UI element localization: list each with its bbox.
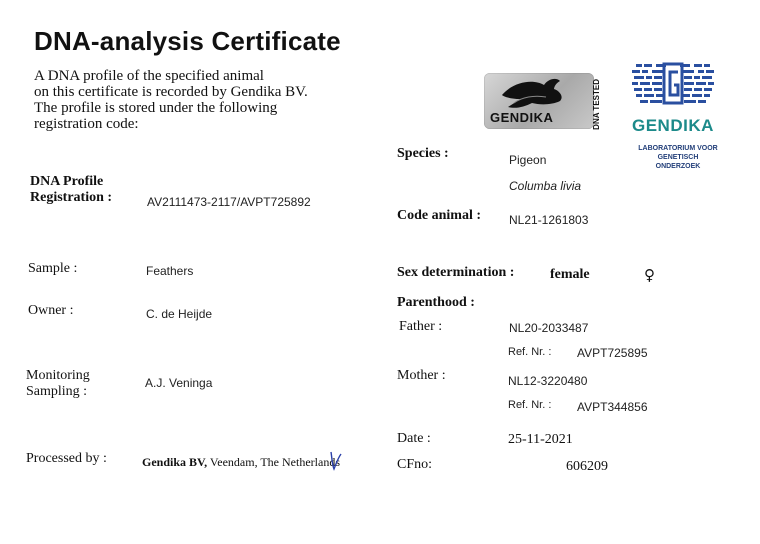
- intro-line-1: A DNA profile of the specified animal: [34, 68, 264, 84]
- sample-label: Sample :: [28, 261, 78, 276]
- mother-value: NL12-3220480: [508, 374, 588, 388]
- species-common-value: Pigeon: [509, 153, 547, 167]
- badge-side-text: DNA TESTED: [592, 79, 601, 130]
- gendika-logo-subtitle: [637, 144, 719, 171]
- father-ref-value: AVPT725895: [577, 346, 648, 360]
- code-animal-value: NL21-1261803: [509, 213, 589, 227]
- processed-company: Gendika BV,: [142, 455, 208, 469]
- owner-label: Owner :: [28, 303, 74, 318]
- intro-line-3: The profile is stored under the following: [34, 100, 278, 116]
- intro-text: [34, 68, 364, 132]
- processed-location: Veendam, The Netherlands: [207, 455, 340, 469]
- dna-tested-badge: [484, 73, 601, 130]
- certificate-title: DNA-analysis Certificate: [34, 26, 341, 56]
- signature-mark-icon: [328, 450, 344, 472]
- gendika-logo-icon: [630, 62, 716, 106]
- father-label: Father :: [399, 319, 443, 334]
- gendika-sub-line-2: GENETISCH ONDERZOEK: [655, 154, 701, 170]
- species-latin-value: Columba livia: [509, 179, 582, 193]
- code-animal-label: Code animal :: [397, 208, 481, 223]
- owner-value: C. de Heijde: [146, 307, 213, 321]
- species-label: Species :: [397, 146, 449, 161]
- intro-line-2: on this certificate is recorded by Gendika BV.: [34, 84, 308, 100]
- processed-value: [142, 455, 340, 470]
- date-label: Date :: [397, 431, 431, 446]
- gendika-logo-name: GENDIKA: [632, 116, 714, 135]
- registration-label-line-1: DNA Profile: [30, 174, 104, 189]
- mother-ref-label: Ref. Nr. :: [508, 399, 552, 411]
- processed-label: Processed by :: [26, 451, 107, 466]
- monitoring-label-line-1: Monitoring: [26, 368, 90, 383]
- sex-determination-label: Sex determination :: [397, 265, 515, 280]
- mother-label: Mother :: [397, 368, 446, 383]
- badge-brand: GENDIKA: [490, 110, 554, 125]
- registration-value: AV2111473-2117/AVPT725892: [147, 195, 311, 209]
- monitoring-value: A.J. Veninga: [145, 376, 213, 390]
- registration-label-line-2: Registration :: [30, 190, 113, 205]
- sex-value: female: [550, 267, 590, 282]
- monitoring-label-line-2: Sampling :: [26, 384, 88, 399]
- cfno-label: CFno:: [397, 457, 433, 472]
- mother-ref-value: AVPT344856: [577, 400, 648, 414]
- gendika-sub-line-1: LABORATORIUM VOOR: [638, 145, 718, 152]
- father-value: NL20-2033487: [509, 321, 589, 335]
- father-ref-label: Ref. Nr. :: [508, 346, 552, 358]
- female-icon: ♀: [644, 266, 655, 284]
- cfno-value: 606209: [566, 459, 608, 474]
- parenthood-label: Parenthood :: [397, 295, 475, 310]
- date-value: 25-11-2021: [508, 432, 573, 447]
- intro-line-4: registration code:: [34, 116, 139, 132]
- sample-value: Feathers: [146, 264, 194, 278]
